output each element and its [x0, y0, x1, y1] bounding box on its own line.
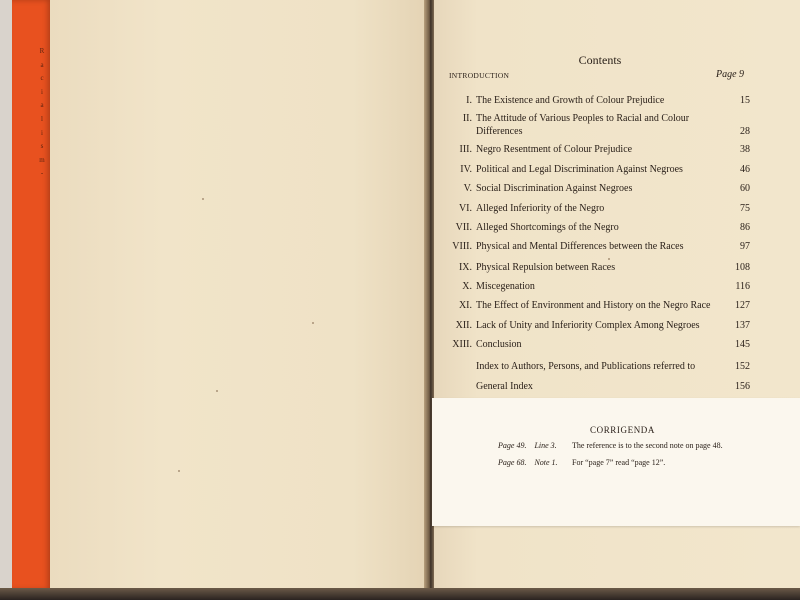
chapter-page: 116	[735, 281, 750, 292]
chapter-number: II.	[462, 113, 472, 124]
chapter-page: 137	[735, 320, 750, 331]
spine-lettering: R a c i a l i s m -	[39, 47, 45, 178]
chapter-page: 38	[740, 144, 750, 155]
toc-entry	[440, 261, 750, 274]
chapter-number: XII.	[455, 320, 472, 331]
paper-speck	[216, 390, 218, 392]
chapter-number: III.	[459, 144, 472, 155]
chapter-title: Physical Repulsion between Races	[476, 262, 616, 273]
introduction-page: Page 9	[716, 69, 745, 80]
toc-entry	[440, 94, 750, 107]
chapter-title: Lack of Unity and Inferiority Complex Among Negroes	[476, 320, 700, 331]
chapter-number: XIII.	[452, 339, 472, 350]
chapter-number: I.	[466, 95, 472, 106]
chapter-title: Negro Resentment of Colour Prejudice	[476, 144, 633, 155]
chapter-title: Alleged Shortcomings of the Negro	[476, 222, 619, 233]
chapter-page: 15	[740, 95, 750, 106]
chapter-title: Social Discrimination Against Negroes	[476, 183, 633, 194]
chapter-page: 60	[740, 183, 750, 194]
chapter-page: 46	[740, 164, 750, 175]
corrigenda-line: Note 1.	[534, 458, 558, 467]
chapter-page: 28	[740, 126, 750, 137]
chapter-number: X.	[462, 281, 472, 292]
corrigenda-page: Page 49.	[498, 441, 527, 450]
index-title: General Index	[476, 381, 533, 392]
index-page: 152	[735, 361, 750, 372]
corrigenda-text: The reference is to the second note on page 48.	[572, 441, 723, 450]
chapter-title: Physical and Mental Differences between the Races	[476, 241, 684, 252]
chapter-title: The Existence and Growth of Colour Prejudice	[476, 95, 665, 106]
introduction-label: INTRODUCTION	[449, 71, 510, 80]
chapter-page: 97	[740, 241, 750, 252]
chapter-page: 127	[735, 300, 750, 311]
corrigenda-text: For “page 7” read “page 12”.	[572, 458, 666, 467]
paper-speck	[202, 198, 204, 200]
page-bottom-edge	[0, 588, 800, 600]
toc-entry	[440, 338, 750, 351]
chapter-number: VI.	[458, 203, 472, 214]
chapter-number: IX.	[458, 262, 472, 273]
toc-entry	[440, 112, 750, 138]
index-title: Index to Authors, Persons, and Publications referred to	[476, 361, 696, 372]
chapter-page: 75	[740, 203, 750, 214]
index-page: 156	[735, 381, 750, 392]
chapter-number: VIII.	[452, 241, 472, 252]
toc-entry	[440, 143, 750, 156]
chapter-number: XI.	[458, 300, 472, 311]
toc-entry	[440, 299, 750, 312]
chapter-page: 145	[735, 339, 750, 350]
corrigenda-page: Page 68.	[498, 458, 527, 467]
toc-entry	[440, 221, 750, 234]
chapter-page: 86	[740, 222, 750, 233]
corrigenda-reference	[498, 458, 570, 467]
corrigenda-reference	[498, 441, 570, 450]
corrigenda-entry	[498, 441, 723, 450]
chapter-title: The Effect of Environment and History on the Negro Race	[476, 300, 711, 311]
chapter-title: Political and Legal Discrimination Against Negroes	[476, 164, 683, 175]
toc-entry	[440, 182, 750, 195]
corrigenda-entry	[498, 458, 665, 467]
chapter-title: Alleged Inferiority of the Negro	[476, 203, 605, 214]
toc-index-entry	[440, 360, 750, 373]
chapter-number: VII.	[455, 222, 472, 233]
toc-entry	[440, 319, 750, 332]
toc-entry	[440, 280, 750, 293]
contents-heading: Contents	[578, 53, 622, 67]
toc-entry	[440, 163, 750, 176]
chapter-page: 108	[735, 262, 750, 273]
corrigenda-line: Line 3.	[534, 441, 557, 450]
chapter-number: IV.	[460, 164, 472, 175]
paper-speck	[178, 470, 180, 472]
left-page-blank	[50, 0, 428, 588]
toc-entry	[440, 202, 750, 215]
chapter-title: Conclusion	[476, 339, 522, 350]
paper-speck	[608, 258, 610, 260]
corrigenda-heading: CORRIGENDA	[590, 425, 656, 435]
chapter-title: Miscegenation	[476, 281, 535, 292]
paper-speck	[312, 322, 314, 324]
toc-index-entry	[440, 380, 750, 393]
toc-entry	[440, 240, 750, 253]
chapter-title: The Attitude of Various Peoples to Racial and Colour Differences	[476, 113, 690, 137]
chapter-number: V.	[463, 183, 472, 194]
